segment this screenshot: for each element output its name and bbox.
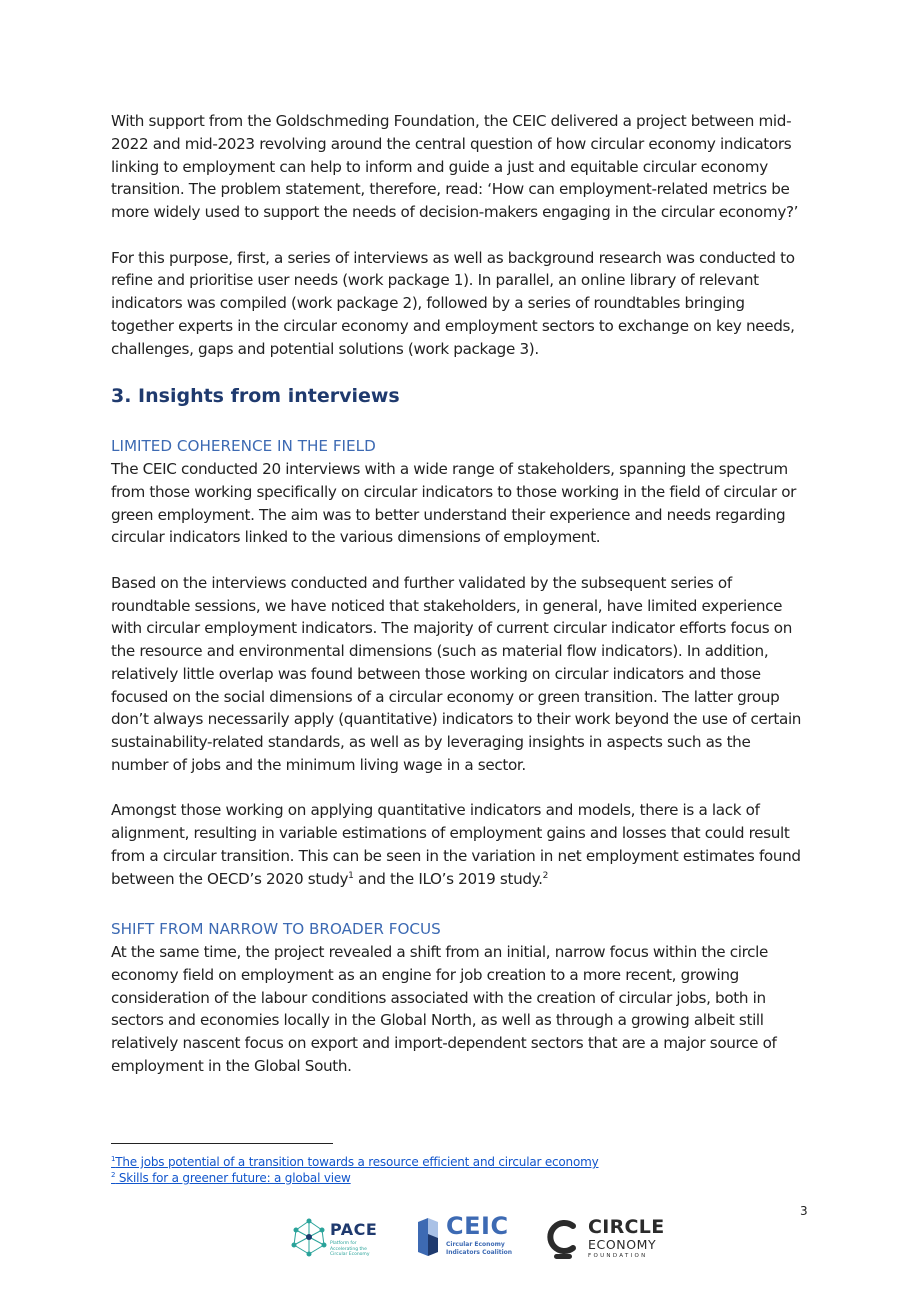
pace-wordmark: PACE [330, 1220, 378, 1239]
shift-focus-paragraph: At the same time, the project revealed a shift from an initial, narrow focus within the circle economy field on employment as an engine for job creation to a more recent, growing consideration of the labour conditions associated with the creation of circular jobs, both in sectors and economies locally in the Global North, as well as through a growing albeit still relatively nascent focus on export and import-dependent sectors that are a major source of employment in the Global South. [111, 943, 777, 1075]
economy-wordmark: ECONOMY [588, 1237, 657, 1252]
footnote-link-2[interactable]: $^2$ Skills for a greener future: a global view [111, 1171, 351, 1185]
ceic-shield-icon [416, 1216, 442, 1258]
intro-paragraph-2: For this purpose, first, a series of interviews as well as background research was conducted to refine and prioritise user needs (work package 1). In parallel, an online library of relevant indicators was compiled (work package 2), followed by a series of roundtables bringing together experts in the circular economy and employment sectors to exchange on key needs, challenges, gaps and potential solutions (work package 3). [111, 248, 795, 358]
footnotes [111, 1154, 599, 1186]
foundation-wordmark: FOUNDATION [588, 1253, 648, 1259]
pace-logo [290, 1214, 380, 1264]
footer-logos [0, 1214, 920, 1264]
ceic-logo [416, 1214, 516, 1264]
page-number: 3 [800, 1204, 808, 1218]
document-page [111, 110, 811, 1078]
subsection-heading-limited-coherence: LIMITED COHERENCE IN THE FIELD [111, 437, 376, 456]
pace-tagline: Platform for Accelerating the Circular Economy [330, 1241, 370, 1257]
footnote-ref-1[interactable]: 1 [348, 870, 354, 881]
footnote-2 [111, 1170, 599, 1186]
pace-network-icon [290, 1218, 328, 1258]
footnote-1 [111, 1154, 599, 1170]
section-heading: 3. Insights from interviews [111, 385, 400, 408]
paragraph-text: Amongst those working on applying quantitative indicators and models, there is a lack of alignment, resulting in variable estimations of employment gains and losses that could result from a circular transition. This can be seen in the variation in net employment estimates found between the OECD’s 2020 study [111, 801, 801, 888]
limited-coherence-paragraph-3 [111, 799, 811, 890]
footnote-link-1[interactable]: $^1$The jobs potential of a transition towards a resource efficient and circular economy [111, 1155, 599, 1169]
intro-paragraph-1: With support from the Goldschmeding Foundation, the CEIC delivered a project between mid-2022 and mid-2023 revolving around the central question of how circular economy indicators linking to employment can help to inform and guide a just and equitable circular economy transition. The problem statement, therefore, read: ‘How can employment-related metrics be more widely used to support the needs of decision-makers engaging in the circular economy?’ [111, 112, 799, 221]
paragraph-text: and the ILO’s 2019 study. [353, 869, 543, 888]
circle-economy-c-icon [546, 1217, 580, 1261]
footnote-ref-2[interactable]: 2 [542, 870, 548, 881]
limited-coherence-paragraph-2: Based on the interviews conducted and further validated by the subsequent series of roundtable sessions, we have noticed that stakeholders, in general, have limited experience with circular employment indicators. The majority of current circular indicator efforts focus on the resource and environmental dimensions (such as material flow indicators). In addition, relatively little overlap was found between those working on circular indicators and those focused on the social dimensions of a circular economy or green transition. The latter group don’t always necessarily apply (quantitative) indicators to their work beyond the use of certain sustainability-related standards, as well as by leveraging insights in aspects such as the number of jobs and the minimum living wage in a sector. [111, 573, 802, 774]
circle-wordmark: CIRCLE [588, 1216, 665, 1238]
subsection-heading-shift-focus: SHIFT FROM NARROW TO BROADER FOCUS [111, 920, 441, 939]
footnote-divider [111, 1143, 333, 1144]
ceic-tagline: Circular Economy Indicators Coalition [446, 1241, 513, 1256]
circle-economy-logo [546, 1214, 671, 1264]
ceic-wordmark: CEIC [446, 1212, 509, 1240]
limited-coherence-paragraph-1: The CEIC conducted 20 interviews with a wide range of stakeholders, spanning the spectrum from those working specifically on circular indicators to those working in the field of circular or green employment. The aim was to better understand their experience and needs regarding circular indicators linked to the various dimensions of employment. [111, 460, 797, 547]
